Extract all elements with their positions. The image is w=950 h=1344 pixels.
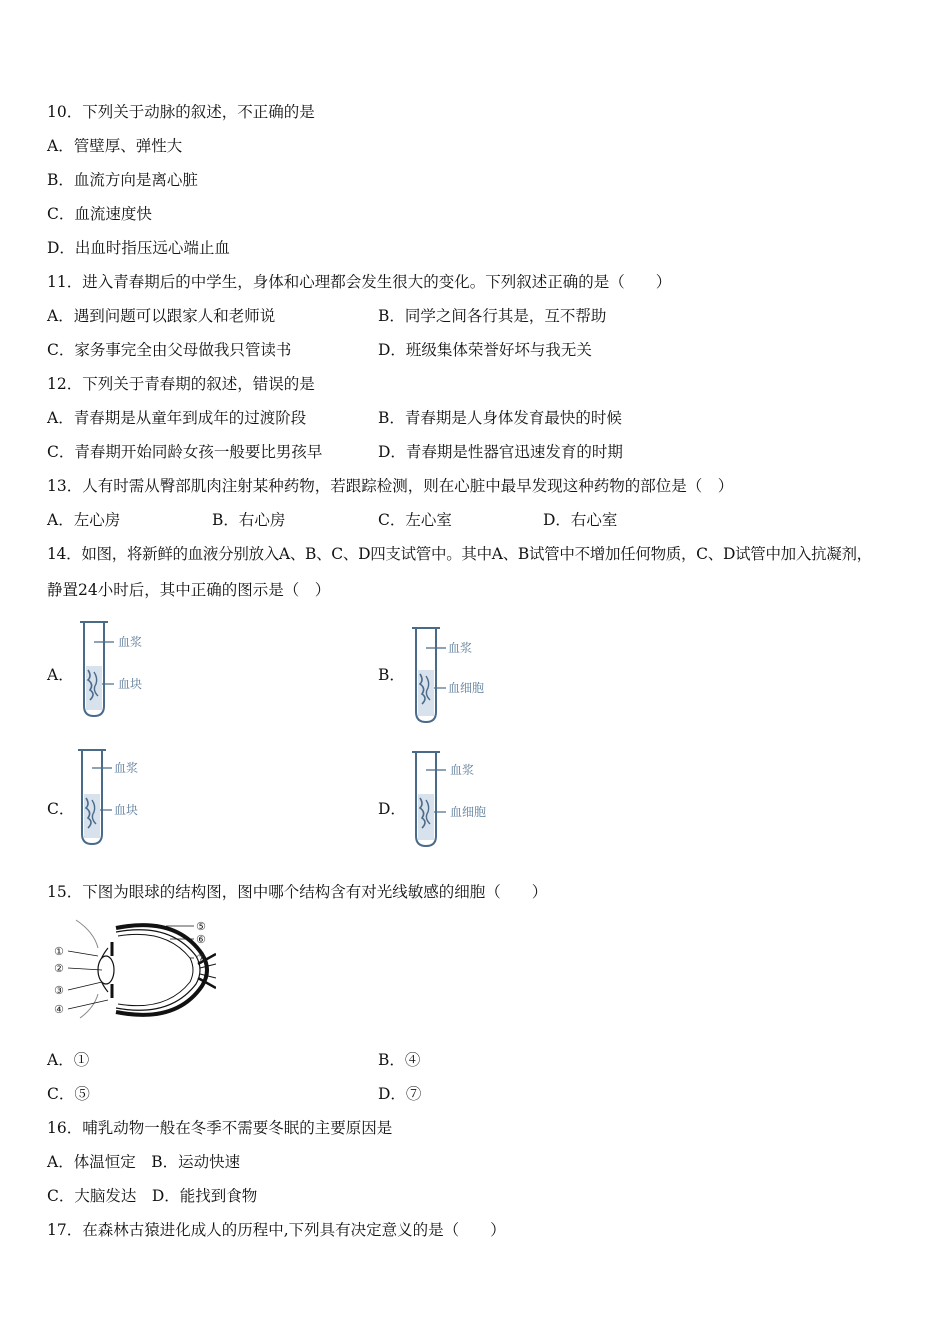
q14-stem-line1: 14．如图，将新鲜的血液分别放入A、B、C、D四支试管中。其中A、B试管中不增加任何物质，C、D试管中加入抗凝剂，	[47, 545, 872, 563]
tube-a-top-label: 血浆	[118, 635, 143, 649]
eye-label-1: ①	[54, 945, 64, 958]
q10-stem: 10．下列关于动脉的叙述，不正确的是	[47, 103, 315, 121]
choroid	[116, 930, 200, 1011]
tube-d-bottom-label: 血细胞	[450, 805, 487, 819]
q14-option-b[interactable]: B．	[378, 666, 405, 684]
q14-option-d[interactable]: D．	[378, 800, 406, 818]
q10-option-b[interactable]: B．血流方向是离心脏	[47, 171, 198, 189]
q10-option-c[interactable]: C．血流速度快	[47, 205, 152, 223]
q13-option-b[interactable]: B．右心房	[212, 511, 286, 529]
tube-b-top-label: 血浆	[448, 641, 473, 655]
q12-option-b[interactable]: B．青春期是人身体发育最快的时候	[378, 409, 622, 427]
eye-label-4: ④	[54, 1003, 64, 1016]
q11-option-d[interactable]: D．班级集体荣誉好坏与我无关	[378, 341, 592, 359]
tube-b-bottom-label: 血细胞	[448, 681, 485, 695]
q13-stem: 13．人有时需从臀部肌肉注射某种药物，若跟踪检测，则在心脏中最早发现这种药物的部位是（ ）	[47, 477, 734, 495]
q13-option-d[interactable]: D．右心室	[543, 511, 618, 529]
q11-option-a[interactable]: A．遇到问题可以跟家人和老师说	[47, 307, 276, 325]
tube-d-top-label: 血浆	[450, 763, 475, 777]
q14-option-a[interactable]: A．	[47, 666, 74, 684]
tube-c-top-label: 血浆	[114, 761, 139, 775]
q10-option-d[interactable]: D．出血时指压远心端止血	[47, 239, 230, 257]
tube-a-bottom-label: 血块	[118, 677, 143, 691]
q11-option-c[interactable]: C．家务事完全由父母做我只管读书	[47, 341, 292, 359]
retina	[118, 934, 193, 1005]
q15-option-b[interactable]: B．④	[378, 1051, 421, 1069]
q14-tube-d	[408, 746, 498, 850]
q17-stem: 17．在森林古猿进化成人的历程中,下列具有决定意义的是（ ）	[47, 1221, 506, 1239]
q15-option-c[interactable]: C．⑤	[47, 1085, 90, 1103]
q16-options-cd[interactable]: C．大脑发达 D．能找到食物	[47, 1187, 258, 1205]
tube-c-bottom-label: 血块	[114, 803, 139, 817]
q12-option-a[interactable]: A．青春期是从童年到成年的过渡阶段	[47, 409, 307, 427]
q16-options-ab[interactable]: A．体温恒定 B．运动快速	[47, 1153, 241, 1171]
q11-stem: 11．进入青春期后的中学生，身体和心理都会发生很大的变化。下列叙述正确的是（ ）	[47, 273, 672, 291]
q14-option-c[interactable]: C．	[47, 800, 75, 818]
eyeball-diagram	[46, 914, 216, 1026]
eye-label-5: ⑤	[196, 920, 206, 933]
eye-label-6: ⑥	[196, 933, 206, 946]
q12-option-d[interactable]: D．青春期是性器官迅速发育的时期	[378, 443, 623, 461]
eye-label-2: ②	[54, 962, 64, 975]
q10-option-a[interactable]: A．管壁厚、弹性大	[47, 137, 183, 155]
q15-stem: 15．下图为眼球的结构图，图中哪个结构含有对光线敏感的细胞（ ）	[47, 883, 548, 901]
eye-label-7: ⑦	[196, 952, 206, 965]
q14-tube-b	[408, 622, 498, 726]
q14-tube-a	[76, 616, 156, 720]
eye-label-3: ③	[54, 984, 64, 997]
q13-option-c[interactable]: C．左心室	[378, 511, 452, 529]
q12-option-c[interactable]: C．青春期开始同龄女孩一般要比男孩早	[47, 443, 323, 461]
q13-option-a[interactable]: A．左心房	[47, 511, 121, 529]
q15-option-d[interactable]: D．⑦	[378, 1085, 422, 1103]
q12-stem: 12．下列关于青春期的叙述，错误的是	[47, 375, 315, 393]
q14-tube-c	[74, 744, 154, 848]
q16-stem: 16．哺乳动物一般在冬季不需要冬眠的主要原因是	[47, 1119, 393, 1137]
q11-option-b[interactable]: B．同学之间各行其是，互不帮助	[378, 307, 607, 325]
q14-stem-line2: 静置24小时后，其中正确的图示是（ ）	[47, 581, 331, 599]
q15-option-a[interactable]: A．①	[47, 1051, 90, 1069]
